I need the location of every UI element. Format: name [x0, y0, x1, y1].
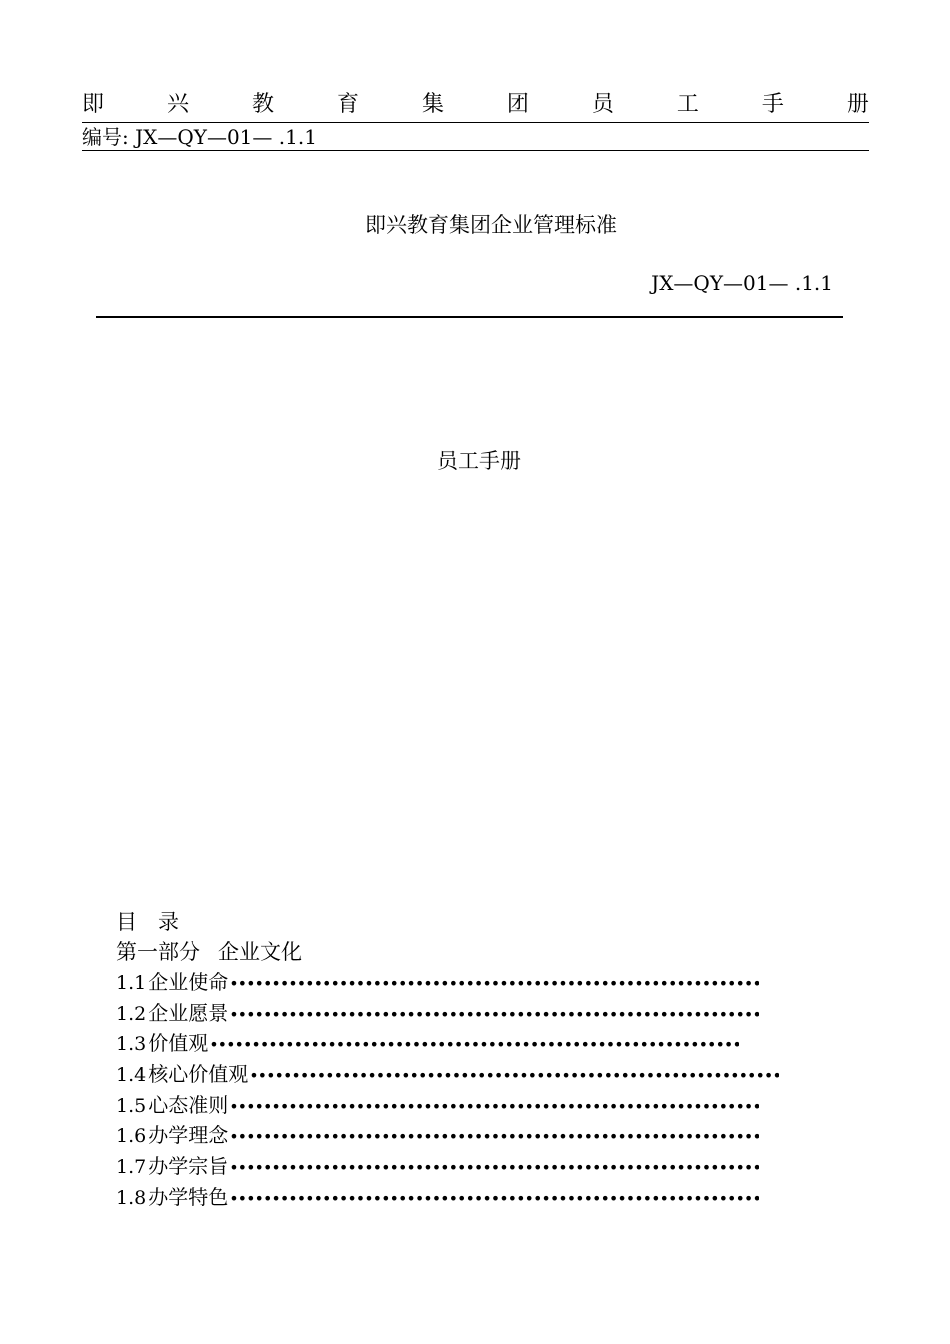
toc-part-heading — [116, 937, 816, 967]
toc-part-title: 企业文化 — [218, 940, 302, 964]
header-title-char: 集 — [421, 92, 444, 117]
toc-item-number: 1.2 — [116, 1002, 147, 1025]
toc-dot-leader — [229, 1153, 759, 1183]
running-header — [82, 88, 869, 151]
header-title-char: 工 — [676, 92, 699, 117]
toc-dot-leader — [209, 1030, 739, 1060]
header-title-char: 即 — [82, 92, 105, 117]
toc-dot-leader — [229, 969, 759, 999]
header-title-char: 手 — [761, 92, 784, 117]
toc-item-label: 核心价值观 — [148, 1062, 249, 1087]
toc-item[interactable] — [116, 967, 816, 998]
toc-item[interactable] — [116, 998, 816, 1029]
toc-part-name: 第一部分 — [116, 940, 200, 964]
title-divider — [96, 316, 843, 318]
toc-dot-leader — [229, 1184, 759, 1214]
toc-item-number: 1.6 — [116, 1125, 147, 1148]
toc-item[interactable] — [116, 1120, 816, 1151]
toc-item-number: 1.7 — [116, 1156, 147, 1179]
toc-dot-leader — [229, 1000, 759, 1030]
toc-dot-leader — [229, 1092, 759, 1122]
toc-item[interactable] — [116, 1028, 816, 1059]
toc-item[interactable] — [116, 1059, 816, 1090]
toc-item[interactable] — [116, 1151, 816, 1182]
toc-item-number: 1.8 — [116, 1186, 147, 1209]
toc-dot-leader — [229, 1122, 759, 1152]
header-title-char: 育 — [336, 92, 359, 117]
document-number: 编号: JX—QY—01— .1.1 — [82, 123, 869, 151]
toc-item-label: 价值观 — [148, 1031, 209, 1056]
toc-item-label: 心态准则 — [148, 1092, 229, 1117]
toc-item[interactable] — [116, 1090, 816, 1121]
toc-item-label: 办学宗旨 — [148, 1154, 229, 1179]
header-title-char: 教 — [251, 92, 274, 117]
toc-item-label: 办学理念 — [148, 1123, 229, 1148]
toc-item-label: 企业愿景 — [148, 1000, 229, 1025]
toc-list — [116, 967, 816, 1213]
table-of-contents — [116, 907, 816, 1213]
standard-title: 即兴教育集团企业管理标准 — [365, 213, 617, 237]
toc-heading: 目 录 — [116, 910, 179, 934]
toc-item-number: 1.3 — [116, 1033, 147, 1056]
header-title-char: 兴 — [166, 92, 189, 117]
toc-item-label: 办学特色 — [148, 1184, 229, 1209]
toc-dot-leader — [249, 1061, 779, 1091]
toc-item-number: 1.4 — [116, 1064, 147, 1087]
header-title-char: 团 — [506, 92, 529, 117]
manual-title: 员工手册 — [437, 449, 521, 473]
toc-item[interactable] — [116, 1182, 816, 1213]
standard-code: JX—QY—01— .1.1 — [651, 271, 833, 295]
header-title — [82, 88, 869, 123]
header-title-char: 员 — [591, 92, 614, 117]
toc-item-number: 1.1 — [116, 972, 147, 994]
toc-item-label: 企业使命 — [148, 970, 229, 994]
header-title-char: 册 — [846, 92, 869, 117]
toc-item-number: 1.5 — [116, 1094, 147, 1117]
